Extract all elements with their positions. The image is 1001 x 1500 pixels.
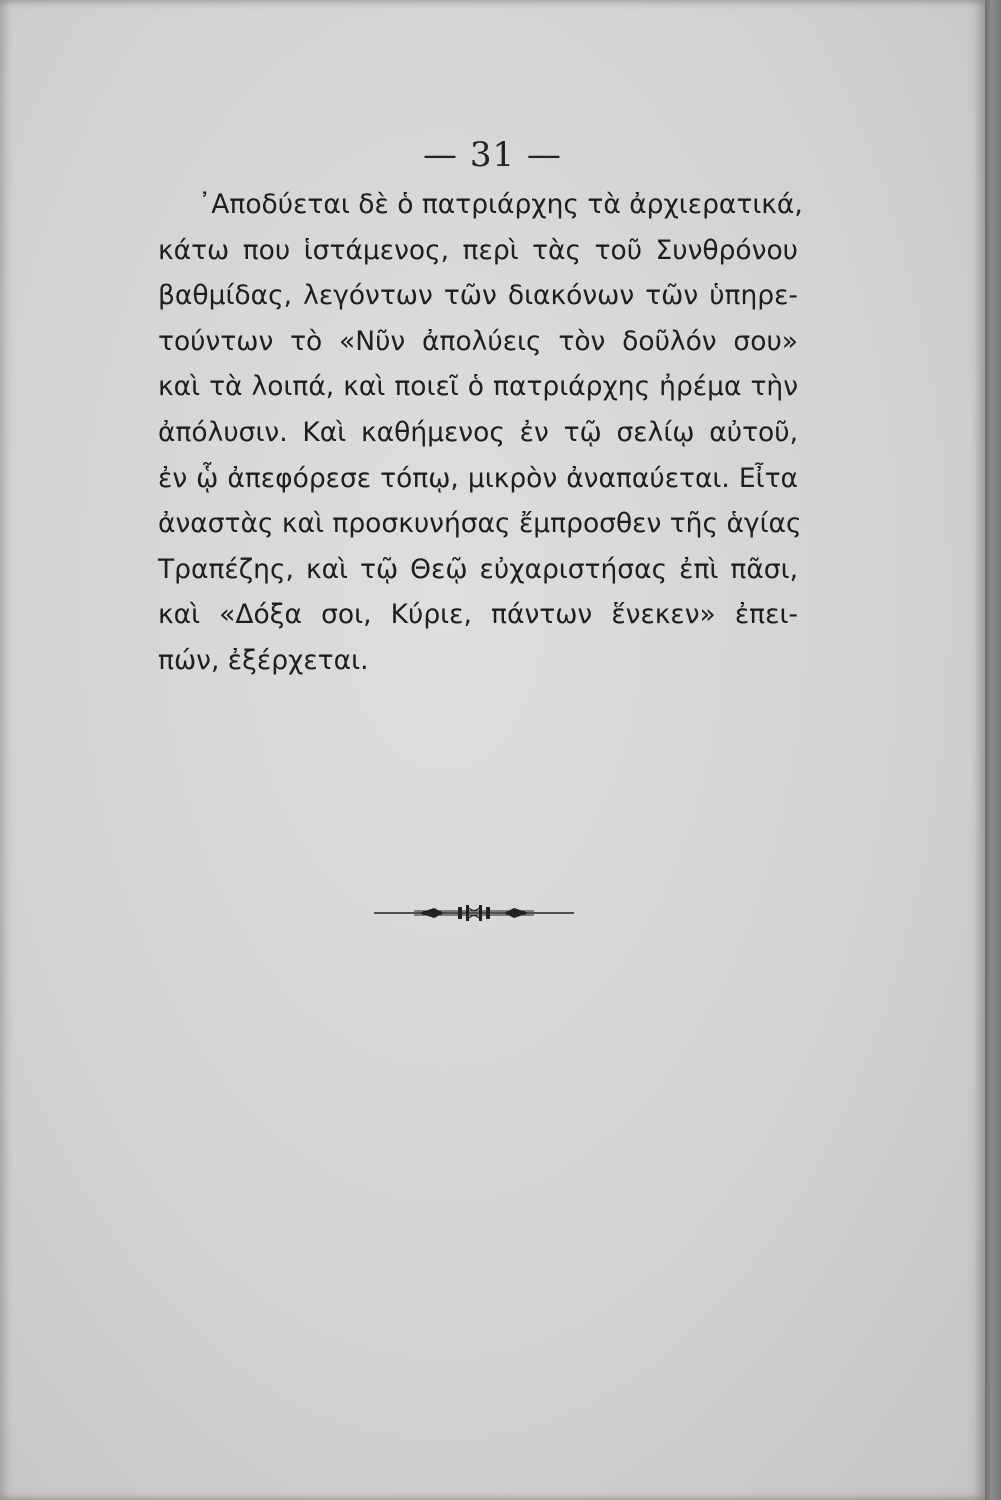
text-line: κάτω που ἱστάμενος, περὶ τὰς τοῦ Συνθρόνου: [158, 234, 798, 266]
page-edge: [985, 0, 1001, 1500]
body-paragraph: [158, 182, 803, 684]
text-line: καὶ «Δόξα σοι, Κύριε, πάντων ἕνεκεν» ἐπει-: [158, 599, 798, 631]
text-line: ᾿Αποδύεται δὲ ὁ πατριάρχης τὰ ἀρχιερατικά,: [198, 189, 803, 220]
page-number: — 31 —: [423, 135, 562, 175]
text-line: ἀπόλυσιν. Καὶ καθήμενος ἐν τῷ σελίῳ αὐτοῦ,: [158, 416, 798, 448]
text-line: βαθμίδας, λεγόντων τῶν διακόνων τῶν ὑπηρε-: [158, 280, 798, 312]
text-line: ἀναστὰς καὶ προσκυνήσας ἔμπροσθεν τῆς ἁγίας: [158, 508, 802, 540]
ornament-divider-icon: [374, 898, 574, 928]
text-line: Τραπέζης, καὶ τῷ Θεῷ εὐχαριστήσας ἐπὶ πᾶσι,: [158, 553, 798, 585]
text-line: καὶ τὰ λοιπά, καὶ ποιεῖ ὁ πατριάρχης ἠρέμα τὴν: [158, 371, 798, 403]
text-line: ἐν ᾧ ἀπεφόρεσε τόπῳ, μικρὸν ἀναπαύεται. Εἶτα: [158, 462, 798, 494]
text-line: πών, ἐξέρχεται.: [158, 644, 369, 676]
text-line: τούντων τὸ «Νῦν ἀπολύεις τὸν δοῦλόν σου»: [158, 325, 798, 357]
